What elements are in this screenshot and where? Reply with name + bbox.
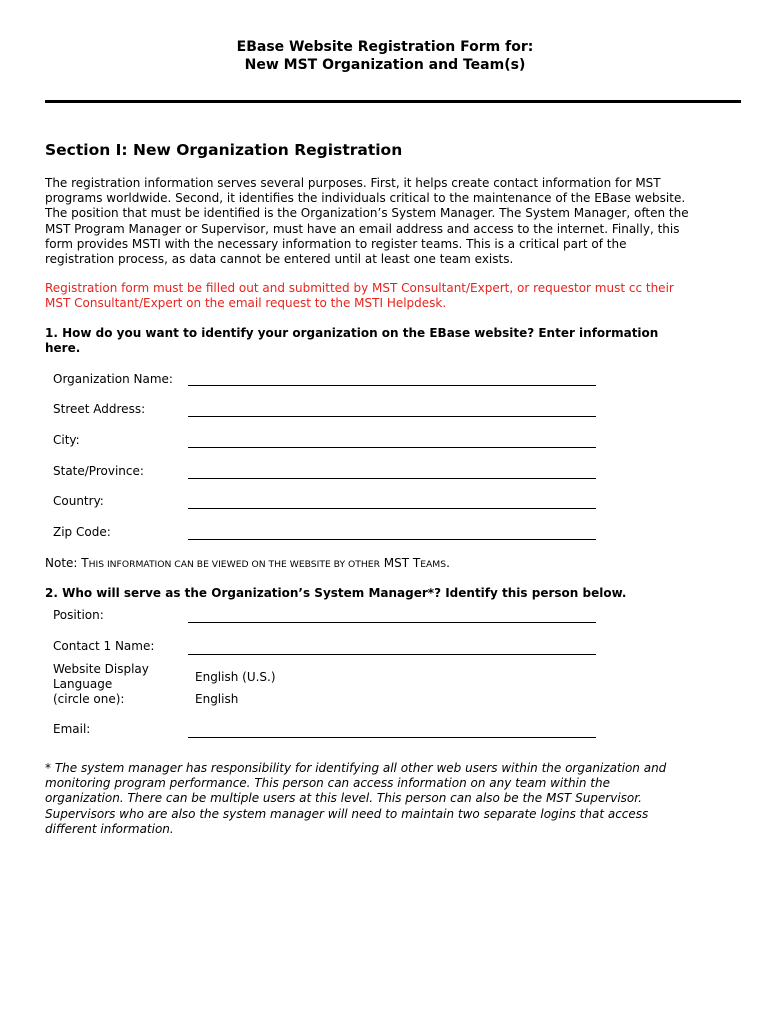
note-smallcaps: HIS INFORMATION CAN BE VIEWED ON THE WEBSITE BY OTHER bbox=[88, 559, 380, 570]
position-label: Position: bbox=[53, 608, 104, 622]
language-option-english[interactable]: English bbox=[195, 692, 239, 706]
country-label: Country: bbox=[53, 494, 104, 508]
submission-notice bbox=[45, 281, 735, 311]
note-prefix: Note: T bbox=[45, 556, 89, 570]
zip-code-label: Zip Code: bbox=[53, 525, 111, 539]
intro-line: The registration information serves several purposes. First, it helps create contact information for MST bbox=[45, 176, 661, 190]
state-province-field[interactable] bbox=[188, 478, 596, 479]
organization-name-label: Organization Name: bbox=[53, 372, 173, 386]
footnote-line: Supervisors who are also the system manager will need to maintain two separate logins that access bbox=[45, 806, 649, 821]
email-field[interactable] bbox=[188, 737, 596, 738]
intro-line: programs worldwide. Second, it identifies the individuals critical to the maintenance of the EBase website. bbox=[45, 191, 686, 206]
footnote-line: different information. bbox=[45, 821, 174, 836]
notice-line: MST Consultant/Expert on the email request to the MSTI Helpdesk. bbox=[45, 296, 447, 311]
email-label: Email: bbox=[53, 722, 91, 736]
question-1-line: 1. How do you want to identify your organization on the EBase website? Enter information bbox=[45, 326, 659, 340]
footnote-line: * The system manager has responsibility for identifying all other web users within the organization and bbox=[45, 761, 667, 775]
question-1 bbox=[45, 326, 735, 356]
visibility-note bbox=[45, 556, 450, 570]
zip-code-field[interactable] bbox=[188, 539, 596, 540]
section-title: Section I: New Organization Registration bbox=[45, 141, 403, 159]
footnote-line: monitoring program performance. This person can access information on any team within the bbox=[45, 776, 610, 791]
note-mid: MST T bbox=[379, 556, 421, 570]
note-end: . bbox=[446, 556, 450, 570]
intro-line: The position that must be identified is the Organization’s System Manager. The System Manager, often the bbox=[45, 206, 689, 221]
intro-line: form provides MSTI with the necessary information to register teams. This is a critical part of the bbox=[45, 236, 627, 251]
intro-paragraph bbox=[45, 176, 735, 267]
position-field[interactable] bbox=[188, 622, 596, 623]
language-label bbox=[53, 662, 149, 708]
contact-name-label: Contact 1 Name: bbox=[53, 639, 155, 653]
note-smallcaps-2: EAMS bbox=[420, 559, 447, 570]
question-1-line: here. bbox=[45, 341, 81, 356]
state-province-label: State/Province: bbox=[53, 464, 144, 478]
system-manager-footnote bbox=[45, 761, 735, 837]
intro-line: MST Program Manager or Supervisor, must have an email address and access to the internet. Finally, this bbox=[45, 221, 680, 236]
notice-line: Registration form must be filled out and submitted by MST Consultant/Expert, or requestor must cc their bbox=[45, 281, 674, 295]
header-divider bbox=[45, 100, 741, 103]
form-title-line2: New MST Organization and Team(s) bbox=[244, 57, 526, 73]
question-2: 2. Who will serve as the Organization’s System Manager*? Identify this person below. bbox=[45, 586, 627, 600]
contact-name-field[interactable] bbox=[188, 654, 596, 655]
form-title-line1: EBase Website Registration Form for: bbox=[236, 39, 534, 55]
language-label-line: (circle one): bbox=[53, 692, 125, 707]
city-field[interactable] bbox=[188, 447, 596, 448]
language-label-line: Language bbox=[53, 677, 113, 692]
organization-name-field[interactable] bbox=[188, 385, 596, 386]
intro-line: registration process, as data cannot be entered until at least one team exists. bbox=[45, 252, 514, 267]
country-field[interactable] bbox=[188, 508, 596, 509]
street-address-field[interactable] bbox=[188, 416, 596, 417]
street-address-label: Street Address: bbox=[53, 402, 146, 416]
language-option-english-us[interactable]: English (U.S.) bbox=[195, 670, 276, 684]
footnote-line: organization. There can be multiple users at this level. This person can also be the MST Supervisor. bbox=[45, 791, 642, 806]
city-label: City: bbox=[53, 433, 80, 447]
language-label-line: Website Display bbox=[53, 662, 149, 676]
